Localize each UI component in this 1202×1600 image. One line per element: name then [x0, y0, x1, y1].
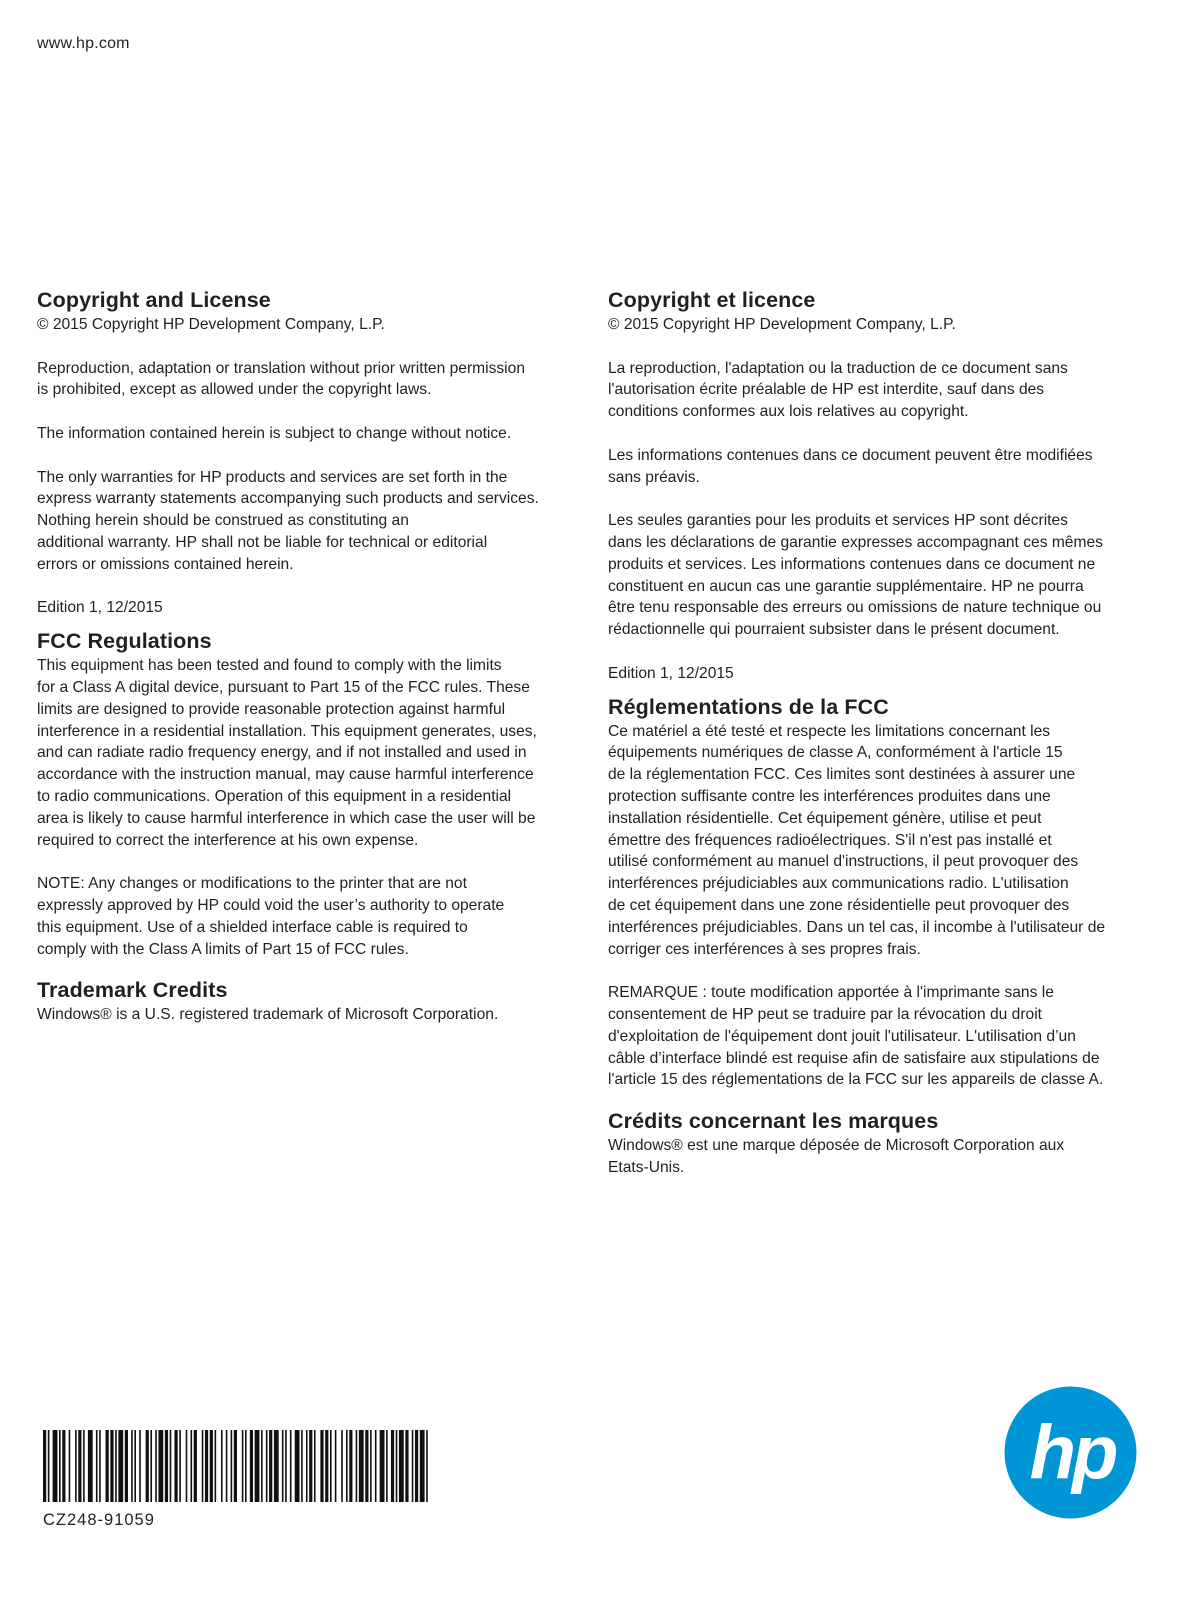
barcode-bar [69, 1430, 71, 1502]
paragraph: Ce matériel a été testé et respecte les limitations concernant les équipements numériques de classe A, conformément à l'article 15 de la réglementation FCC. Ces limites sont destinées à assurer une protection suffisante contre les interférences produites dans une installation résidentielle. Cet équipement génère, utilise et peut émettre des fréquences radioélectriques. S'il n'est pas installé et utilisé conformément au manuel d'instructions, il peut provoquer des interférences préjudiciables aux communications radio. L'utilisation de cet équipement dans une zone résidentielle peut provoquer des interférences préjudiciables. Dans un tel cas, il incombe à l'utilisateur de corriger ces interférences à ses propres frais. [608, 722, 1106, 958]
barcode-bar [309, 1430, 312, 1502]
barcode-bar [282, 1430, 284, 1502]
barcode-bar [194, 1430, 197, 1502]
barcode-bar [170, 1430, 172, 1502]
barcode-bar [412, 1430, 414, 1502]
paragraph: The only warranties for HP products and services are set forth in the express warranty statements accompanying such products and services. Nothing herein should be construed as constituting an additional warranty. HP shall not be liable for technical or editorial errors or omissions contained herein. [37, 468, 539, 573]
trademark-section-fr [608, 1107, 1148, 1179]
barcode-bar [426, 1430, 428, 1502]
barcode-bar [391, 1430, 394, 1502]
barcode-bar [274, 1430, 279, 1502]
barcode-bar [330, 1430, 332, 1502]
paragraph: The information contained herein is subject to change without notice. [37, 424, 512, 442]
barcode-bar [234, 1430, 237, 1502]
barcode-bar [186, 1430, 188, 1502]
barcode-bar [115, 1430, 117, 1502]
barcode-bar [349, 1430, 352, 1502]
website-url: www.hp.com [37, 35, 130, 52]
barcode-bar [396, 1430, 398, 1502]
barcode-bar [78, 1430, 81, 1502]
barcode-bar [48, 1430, 50, 1502]
barcode-bar [285, 1430, 287, 1502]
barcode-bar [250, 1430, 253, 1502]
barcode-bar [174, 1430, 177, 1502]
paragraph: This equipment has been tested and found to comply with the limits for a Class A digital device, pursuant to Part 15 of the FCC rules. These limits are designed to provide reasonable protection against harmful interference in a residential installation. This equipment generates, uses, and can radiate radio frequency energy, and if not installed and used in accordance with the instruction manual, may cause harmful interference to radio communications. Operation of this equipment in a residential area is likely to cause harmful interference in which case the user will be required to correct the interference at his own expense. [37, 657, 537, 849]
barcode-bar [231, 1430, 233, 1502]
barcode-bar [215, 1430, 217, 1502]
trademark-section-en [37, 976, 582, 1026]
english-column [37, 286, 582, 1048]
edition-text: Edition 1, 12/2015 [608, 664, 734, 682]
barcode-bar [221, 1430, 223, 1502]
copyright-section-en [37, 286, 582, 619]
barcode-bar [301, 1430, 303, 1502]
barcode-bar [325, 1430, 328, 1502]
barcode-bar [405, 1430, 408, 1502]
paragraph: © 2015 Copyright HP Development Company, L.P. [37, 316, 385, 333]
paragraph: Reproduction, adaptation or translation without prior written permission is prohibited, except as allowed under the copyright laws. [37, 359, 525, 399]
paragraph: © 2015 Copyright HP Development Company, L.P. [608, 316, 956, 333]
paragraph: Les seules garanties pour les produits et services HP sont décrites dans les déclarations de garantie expresses accompagnant ces mêmes produits et services. Les informations contenues dans ce document ne constituent en aucun cas une garantie supplémentaire. HP ne pourra être tenu responsable des erreurs ou omissions de nature technique ou rédactionnelle qui pourraient subsister dans le présent document. [608, 512, 1103, 639]
paragraph: Windows® est une marque déposée de Microsoft Corporation aux Etats-Unis. [608, 1137, 1065, 1176]
paragraph: La reproduction, l'adaptation ou la traduction de ce document sans l'autorisation écrite préalable de HP est interdite, sauf dans des conditions conformes aux lois relatives au copyright. [608, 359, 1068, 421]
barcode-bar [191, 1430, 193, 1502]
barcode-bar [118, 1430, 123, 1502]
copyright-section-fr [608, 286, 1148, 685]
svg-text:hp: hp [1029, 1410, 1115, 1495]
barcode-bar [158, 1430, 163, 1502]
barcode-bar [59, 1430, 61, 1502]
section-heading: FCC Regulations [37, 629, 212, 654]
barcode-bar [266, 1430, 268, 1502]
barcode-bar [99, 1430, 101, 1502]
barcode-bar [306, 1430, 308, 1502]
barcode-bar [346, 1430, 348, 1502]
paragraph: Les informations contenues dans ce document peuvent être modifiées sans préavis. [608, 446, 1093, 486]
barcode-bar [131, 1430, 133, 1502]
barcode-bar [314, 1430, 316, 1502]
barcode-bar [146, 1430, 149, 1502]
paragraph: NOTE: Any changes or modifications to the printer that are not expressly approved by HP could void the user’s authority to operate this equipment. Use of a shielded interface cable is required to comply with the Class A limits of Part 15 of FCC rules. [37, 875, 505, 958]
barcode-bar [110, 1430, 113, 1502]
barcode [43, 1430, 431, 1502]
barcode-bar [139, 1430, 141, 1502]
fcc-section-en [37, 627, 582, 960]
barcode-bar [88, 1430, 93, 1502]
barcode-bar [335, 1430, 337, 1502]
barcode-bar [415, 1430, 418, 1502]
barcode-bar [53, 1430, 58, 1502]
barcode-bar [242, 1430, 244, 1502]
barcode-bar [290, 1430, 292, 1502]
barcode-bar [295, 1430, 300, 1502]
part-number: CZ248-91059 [43, 1511, 155, 1529]
section-heading: Trademark Credits [37, 978, 228, 1003]
barcode-bar [125, 1430, 128, 1502]
paragraph: REMARQUE : toute modification apportée à l'imprimante sans le consentement de HP peut se traduire par la révocation du droit d'exploitation de l'équipement dont jouit l'utilisateur. L'utilisation d’un câble d’interface blindé est requise afin de satisfaire aux stipulations de l'article 15 des réglementations de la FCC sur les appareils de classe A. [608, 984, 1104, 1089]
barcode-bar [83, 1430, 85, 1502]
barcode-bar [365, 1430, 368, 1502]
hp-logo [1004, 1386, 1137, 1524]
barcode-bar [205, 1430, 208, 1502]
barcode-bar [75, 1430, 77, 1502]
barcode-bar [320, 1430, 323, 1502]
section-heading: Copyright and License [37, 288, 271, 312]
barcode-bar [269, 1430, 272, 1502]
paragraph: Windows® is a U.S. registered trademark of Microsoft Corporation. [37, 1006, 499, 1024]
barcode-bar [179, 1430, 181, 1502]
barcode-bar [245, 1430, 247, 1502]
barcode-bar [370, 1430, 372, 1502]
barcode-bar [96, 1430, 98, 1502]
section-heading: Réglementations de la FCC [608, 694, 889, 719]
barcode-bar [261, 1430, 263, 1502]
barcode-bar [165, 1430, 168, 1502]
barcode-bar [380, 1430, 385, 1502]
section-heading: Copyright et licence [608, 288, 816, 312]
hp-logo-icon [1004, 1386, 1137, 1519]
barcode-bar [375, 1430, 377, 1502]
edition-text: Edition 1, 12/2015 [37, 599, 163, 617]
barcode-bar [255, 1430, 260, 1502]
barcode-bar [226, 1430, 228, 1502]
barcode-bar [134, 1430, 136, 1502]
barcode-bar [356, 1430, 358, 1502]
barcode-bar [43, 1430, 46, 1502]
barcode-bar [341, 1430, 343, 1502]
barcode-bar [420, 1430, 425, 1502]
barcode-bar [210, 1430, 213, 1502]
barcode-bar [386, 1430, 388, 1502]
fcc-section-fr [608, 693, 1148, 1092]
barcode-bar [150, 1430, 152, 1502]
barcode-icon [43, 1430, 431, 1502]
barcode-bar [62, 1430, 65, 1502]
barcode-bar [359, 1430, 364, 1502]
section-heading: Crédits concernant les marques [608, 1109, 939, 1134]
barcode-bar [155, 1430, 157, 1502]
barcode-bar [202, 1430, 204, 1502]
french-column [608, 286, 1148, 1200]
barcode-bar [399, 1430, 404, 1502]
barcode-bar [106, 1430, 109, 1502]
